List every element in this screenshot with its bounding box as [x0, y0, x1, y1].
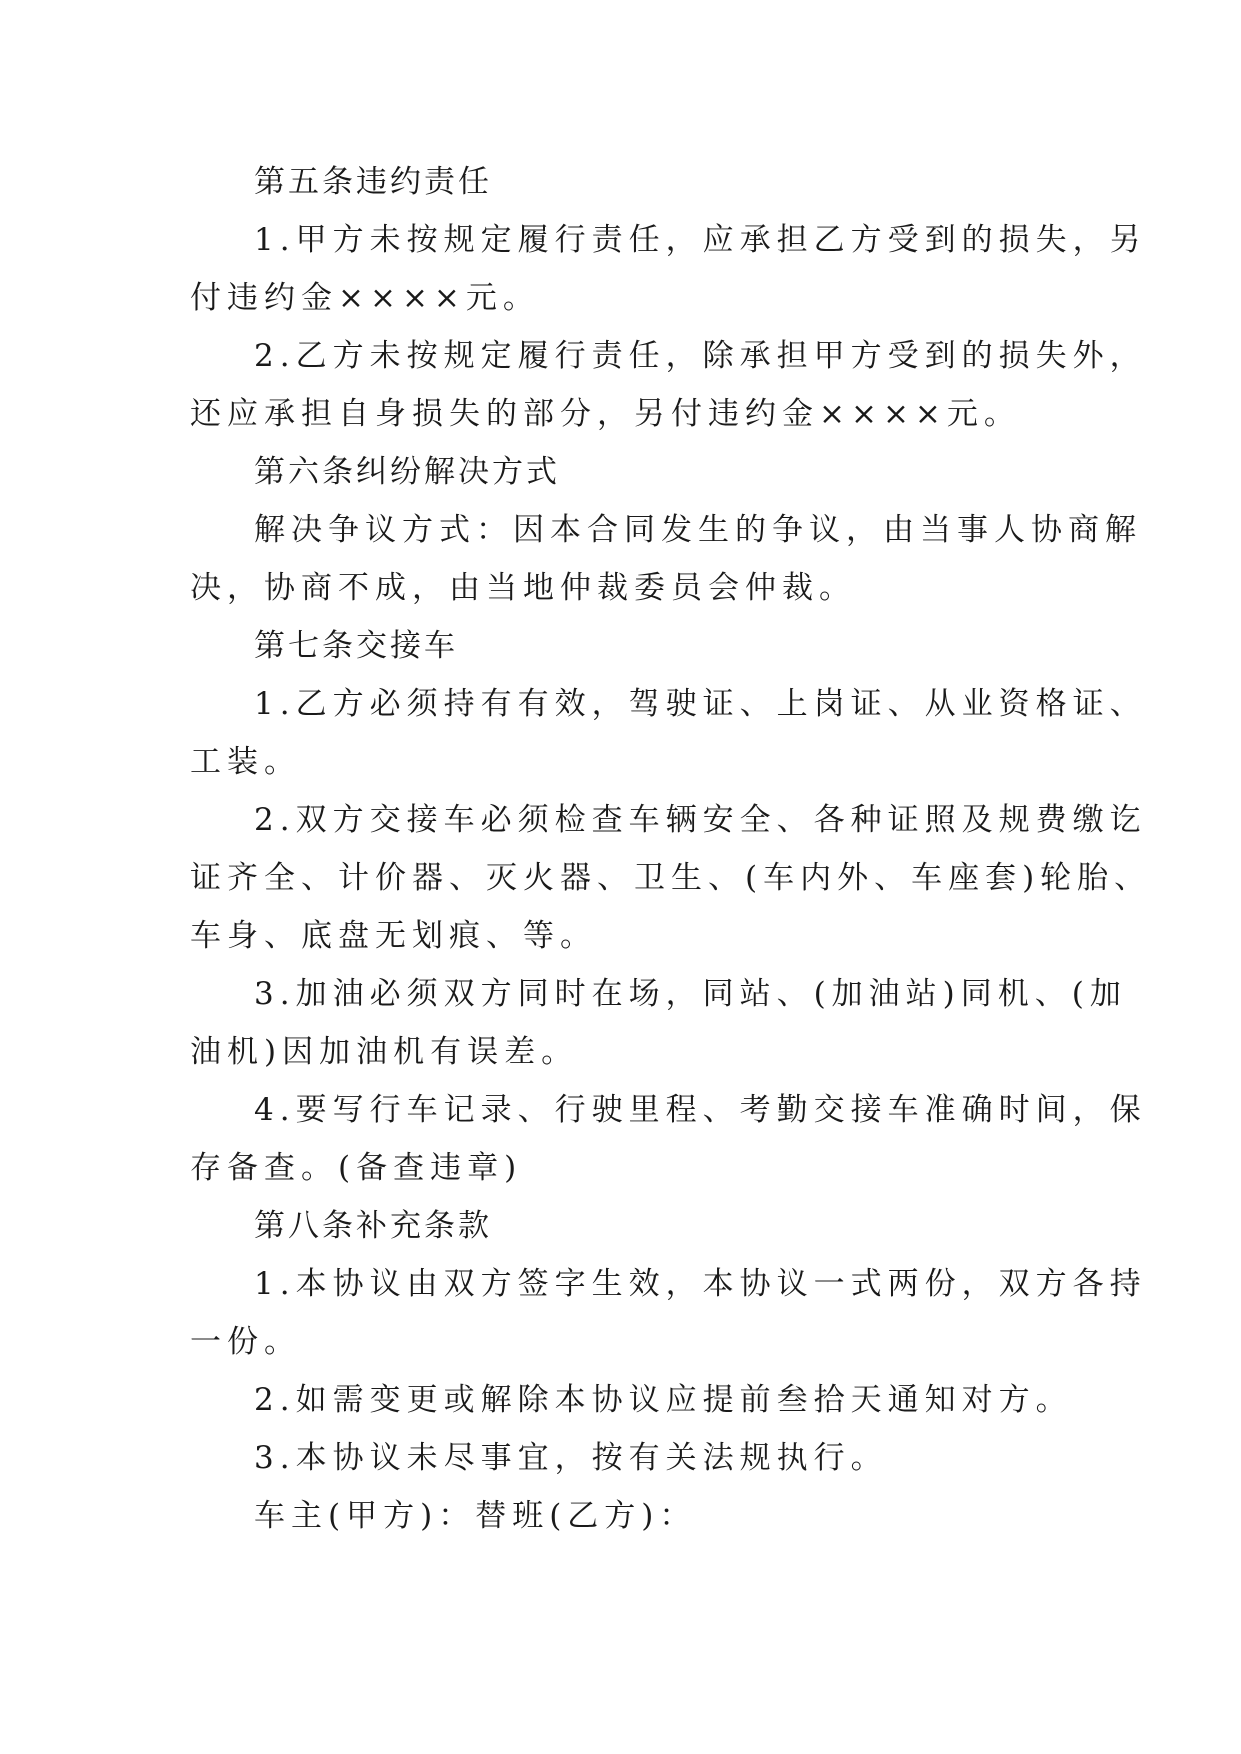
paragraph-line: 工装。 — [190, 744, 301, 780]
section-heading: 第八条补充条款 — [254, 1208, 492, 1244]
section-heading: 第六条纠纷解决方式 — [254, 454, 560, 490]
paragraph-line: 油机)因加油机有误差。 — [190, 1034, 579, 1070]
paragraph-line: 3.本协议未尽事宜，按有关法规执行。 — [254, 1440, 888, 1476]
paragraph-line: 决，协商不成，由当地仲裁委员会仲裁。 — [190, 570, 856, 606]
paragraph-line: 证齐全、计价器、灭火器、卫生、(车内外、车座套)轮胎、 — [190, 860, 1152, 896]
paragraph-line: 3.加油必须双方同时在场，同站、(加油站)同机、(加 — [254, 976, 1127, 1012]
paragraph-line: 付违约金××××元。 — [190, 280, 540, 316]
paragraph-line: 还应承担自身损失的部分，另付违约金××××元。 — [190, 396, 1021, 432]
paragraph-line: 解决争议方式：因本合同发生的争议，由当事人协商解 — [254, 512, 1142, 548]
section-heading: 第七条交接车 — [254, 628, 458, 664]
paragraph-line: 2.双方交接车必须检查车辆安全、各种证照及规费缴讫 — [254, 802, 1147, 838]
paragraph-line: 一份。 — [190, 1324, 301, 1360]
paragraph-line: 车主(甲方)：替班(乙方)： — [254, 1498, 697, 1534]
paragraph-line: 4.要写行车记录、行驶里程、考勤交接车准确时间，保 — [254, 1092, 1147, 1128]
paragraph-line: 1.甲方未按规定履行责任，应承担乙方受到的损失，另 — [254, 222, 1147, 258]
paragraph-line: 存备查。(备查违章) — [190, 1150, 523, 1186]
paragraph-line: 2.如需变更或解除本协议应提前叁拾天通知对方。 — [254, 1382, 1073, 1418]
paragraph-line: 2.乙方未按规定履行责任，除承担甲方受到的损失外， — [254, 338, 1147, 374]
document-body — [190, 153, 1152, 1545]
section-heading: 第五条违约责任 — [254, 164, 492, 200]
paragraph-line: 车身、底盘无划痕、等。 — [190, 918, 597, 954]
paragraph-line: 1.本协议由双方签字生效，本协议一式两份，双方各持 — [254, 1266, 1147, 1302]
paragraph-line: 1.乙方必须持有有效，驾驶证、上岗证、从业资格证、 — [254, 686, 1147, 722]
